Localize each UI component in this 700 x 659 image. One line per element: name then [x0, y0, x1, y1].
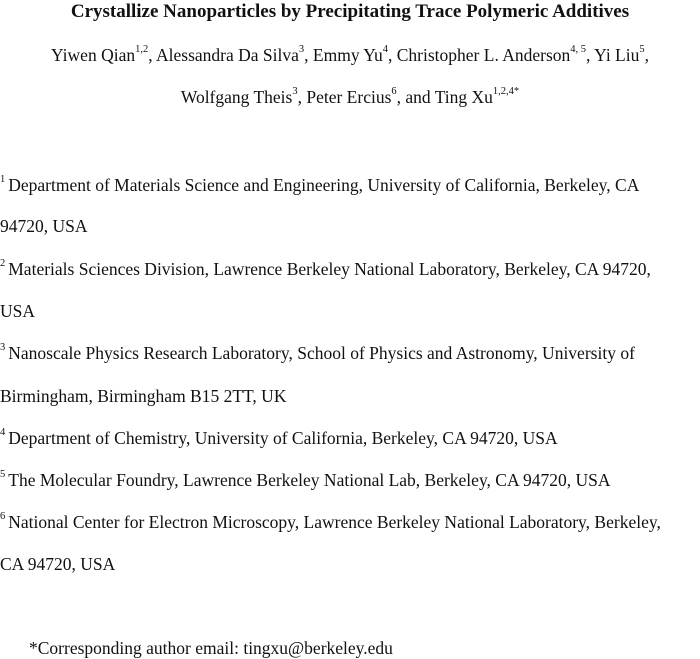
author-separator: , and: [396, 87, 435, 107]
author-name: Wolfgang Theis: [180, 87, 293, 107]
affiliation-3: [0, 342, 700, 364]
affiliation-6-continued: [0, 553, 700, 575]
affiliation-5: [0, 469, 700, 491]
affiliation-text: National Center for Electron Microscopy, Lawrence Berkeley National Laboratory, Berkeley,: [8, 512, 661, 532]
author-affiliation-marker: 3: [292, 86, 298, 98]
affiliation-text: Materials Sciences Division, Lawrence Berkeley National Laboratory, Berkeley, CA 94720,: [8, 259, 651, 279]
author-name: Ting Xu: [434, 87, 493, 107]
affiliation-number: 2: [0, 258, 6, 270]
author-list-line-2: [0, 86, 700, 108]
author-separator: ,: [388, 45, 397, 65]
author-affiliation-marker: 3: [298, 44, 305, 56]
author-name: Peter Ercius: [306, 87, 392, 107]
affiliation-4: [0, 427, 700, 449]
author-name: Alessandra Da Silva: [156, 45, 299, 65]
affiliation-1-continued: [0, 215, 700, 237]
affiliation-2-continued: [0, 300, 700, 322]
affiliation-number: 3: [0, 342, 6, 354]
affiliation-text: Nanoscale Physics Research Laboratory, School of Physics and Astronomy, University of: [8, 343, 635, 363]
author-name: Yi Liu: [594, 45, 640, 65]
author-separator: ,: [304, 45, 313, 65]
author-affiliation-marker: 1,2: [135, 44, 149, 56]
affiliation-6: [0, 511, 700, 533]
affiliation-text: 94720, USA: [0, 216, 88, 236]
affiliation-text: Department of Materials Science and Engineering, University of California, Berkeley, CA: [8, 175, 640, 195]
author-affiliation-marker: 6: [391, 86, 397, 98]
affiliation-text: USA: [0, 301, 36, 321]
affiliation-text: Department of Chemistry, University of California, Berkeley, CA 94720, USA: [8, 428, 558, 448]
author-separator: ,: [148, 45, 157, 65]
author-affiliation-marker: 4, 5: [570, 44, 587, 56]
affiliation-3-continued: [0, 385, 700, 407]
author-name: Emmy Yu: [312, 45, 383, 65]
author-separator: ,: [297, 87, 307, 107]
author-list-line-1: [0, 44, 700, 66]
affiliation-number: 5: [0, 469, 6, 481]
author-separator: ,: [644, 45, 649, 65]
affiliation-number: 4: [0, 427, 6, 439]
paper-title: Crystallize Nanoparticles by Precipitating Trace Polymeric Additives: [70, 1, 630, 22]
author-affiliation-marker: 5: [639, 44, 645, 56]
author-name: Christopher L. Anderson: [396, 45, 571, 65]
author-name: Yiwen Qian: [51, 45, 136, 65]
author-separator: ,: [586, 45, 595, 65]
author-affiliation-marker: 1,2,4*: [492, 86, 520, 98]
affiliation-number: 6: [0, 511, 6, 523]
affiliation-text: Birmingham, Birmingham B15 2TT, UK: [0, 386, 287, 406]
affiliation-2: [0, 258, 700, 280]
affiliation-1: [0, 174, 700, 196]
affiliation-number: 1: [0, 174, 6, 186]
author-affiliation-marker: 4: [382, 44, 388, 56]
affiliation-text: CA 94720, USA: [0, 554, 116, 574]
corresponding-author-email: *Corresponding author email: tingxu@berkeley.edu: [29, 638, 393, 658]
affiliation-text: The Molecular Foundry, Lawrence Berkeley National Lab, Berkeley, CA 94720, USA: [8, 470, 611, 490]
